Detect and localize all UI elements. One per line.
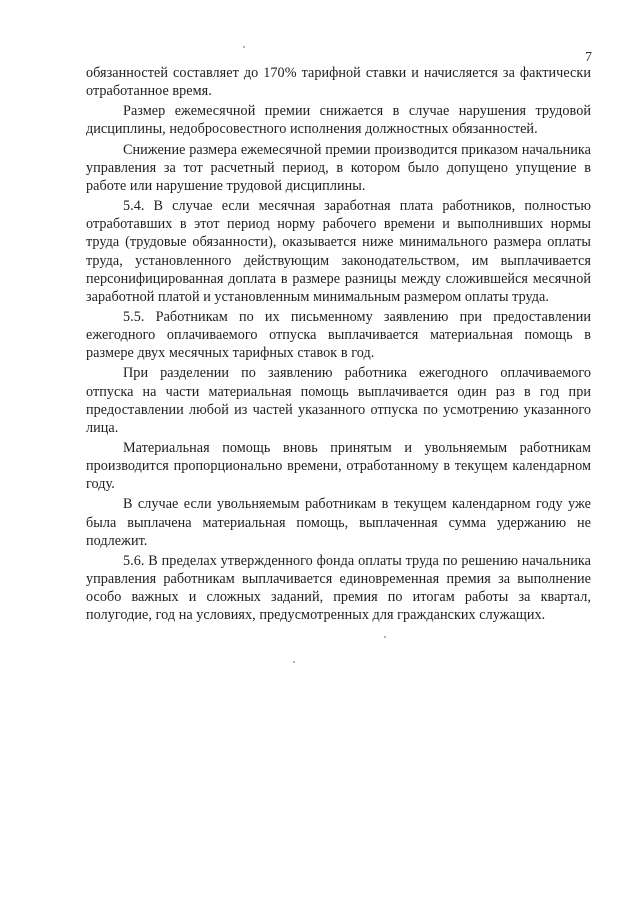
paragraph-bonus-reduction-order: Снижение размера ежемесячной премии производится приказом начальника управления за тот расчетный период, в котором было допущено упущение в работе или нарушение трудовой дисциплины. [86,141,591,194]
paragraph-bonus-continuation: обязанностей составляет до 170% тарифной ставки и начисляется за фактически отработанное время. [86,65,591,100]
page-number: 7 [585,50,592,65]
paragraph-5-5: 5.5. Работникам по их письменному заявлению при предоставлении ежегодного оплачиваемого отпуска выплачивается материальная помощь в размере двух месячных тарифных ставок в год. [86,308,591,362]
scan-speck [243,46,245,48]
scan-speck [384,636,386,638]
paragraph-5-6: 5.6. В пределах утвержденного фонда оплаты труда по решению начальника управления работникам выплачивается единовременная премия за выполнение особо важных и сложных заданий, премия по итогам работы за квартал, полугодие, год на условиях, предусмотренных для гражданских служащих. [86,552,591,624]
document-body [86,64,591,627]
paragraph-5-4: 5.4. В случае если месячная заработная плата работников, полностью отработавших в этот период норму рабочего времени и выполнивших нормы труда (трудовые обязанности), оказывается ниже минимального размера оплаты труда, установленного действующим законодательством, им выплачивается персонифицированная доплата в размере разницы между сложившейся месячной заработной платой и установленным минимальным размером оплаты труда. [86,198,591,305]
paragraph-bonus-reduction: Размер ежемесячной премии снижается в случае нарушения трудовой дисциплины, недобросовестного исполнения должностных обязанностей. [86,103,591,138]
paragraph-proportional-aid: Материальная помощь вновь принятым и увольняемым работникам производится пропорционально времени, отработанному в текущем календарном году. [86,440,591,493]
paragraph-vacation-split: При разделении по заявлению работника ежегодного оплачиваемого отпуска на части материальная помощь выплачивается один раз в год при предоставлении любой из частей указанного отпуска по усмотрению указанного лица. [86,365,591,436]
paragraph-aid-no-withholding: В случае если увольняемым работникам в текущем календарном году уже была выплачена материальная помощь, выплаченная сумма удержанию не подлежит. [86,496,591,549]
scan-speck [293,661,295,663]
